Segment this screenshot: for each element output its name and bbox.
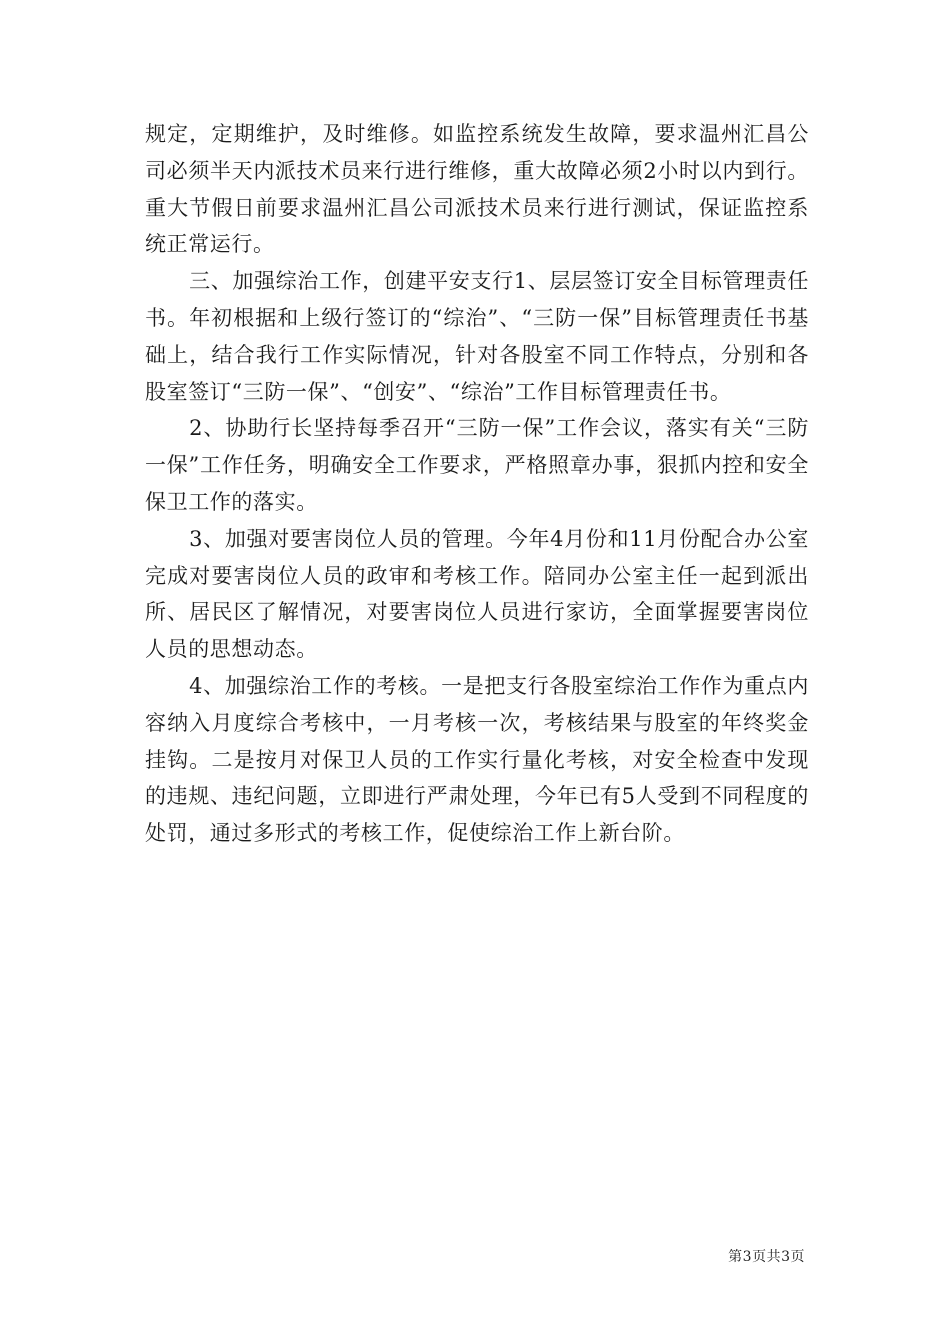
paragraph-section-three: 三、加强综治工作，创建平安支行1、层层签订安全目标管理责任书。年初根据和上级行签订的“综治”、“三防一保”目标管理责任书基础上，结合我行工作实际情况，针对各股室不同工作特点，分别和各股室签订“三防一保”、“创安”、“综治”工作目标管理责任书。: [145, 269, 809, 404]
paragraph-item-three: 3、加强对要害岗位人员的管理。今年4月份和11月份配合办公室完成对要害岗位人员的政审和考核工作。陪同办公室主任一起到派出所、居民区了解情况，对要害岗位人员进行家访，全面掌握要害岗位人员的思想动态。: [145, 526, 809, 662]
document-body: [145, 116, 809, 852]
paragraph-item-four: 4、加强综治工作的考核。一是把支行各股室综治工作作为重点内容纳入月度综合考核中，一月考核一次，考核结果与股室的年终奖金挂钩。二是按月对保卫人员的工作实行量化考核，对安全检查中发现的违规、违纪问题，立即进行严肃处理，今年已有5人受到不同程度的处罚，通过多形式的考核工作，促使综治工作上新台阶。: [145, 673, 809, 846]
paragraph-item-two: 2、协助行长坚持每季召开“三防一保”工作会议，落实有关“三防一保”工作任务，明确安全工作要求，严格照章办事，狠抓内控和安全保卫工作的落实。: [145, 416, 809, 514]
paragraph-continuation: 规定，定期维护，及时维修。如监控系统发生故障，要求温州汇昌公司必须半天内派技术员来行进行维修，重大故障必须2小时以内到行。重大节假日前要求温州汇昌公司派技术员来行进行测试，保证监控系统正常运行。: [145, 122, 809, 257]
page-number-footer: 第3页共3页: [728, 1249, 805, 1265]
